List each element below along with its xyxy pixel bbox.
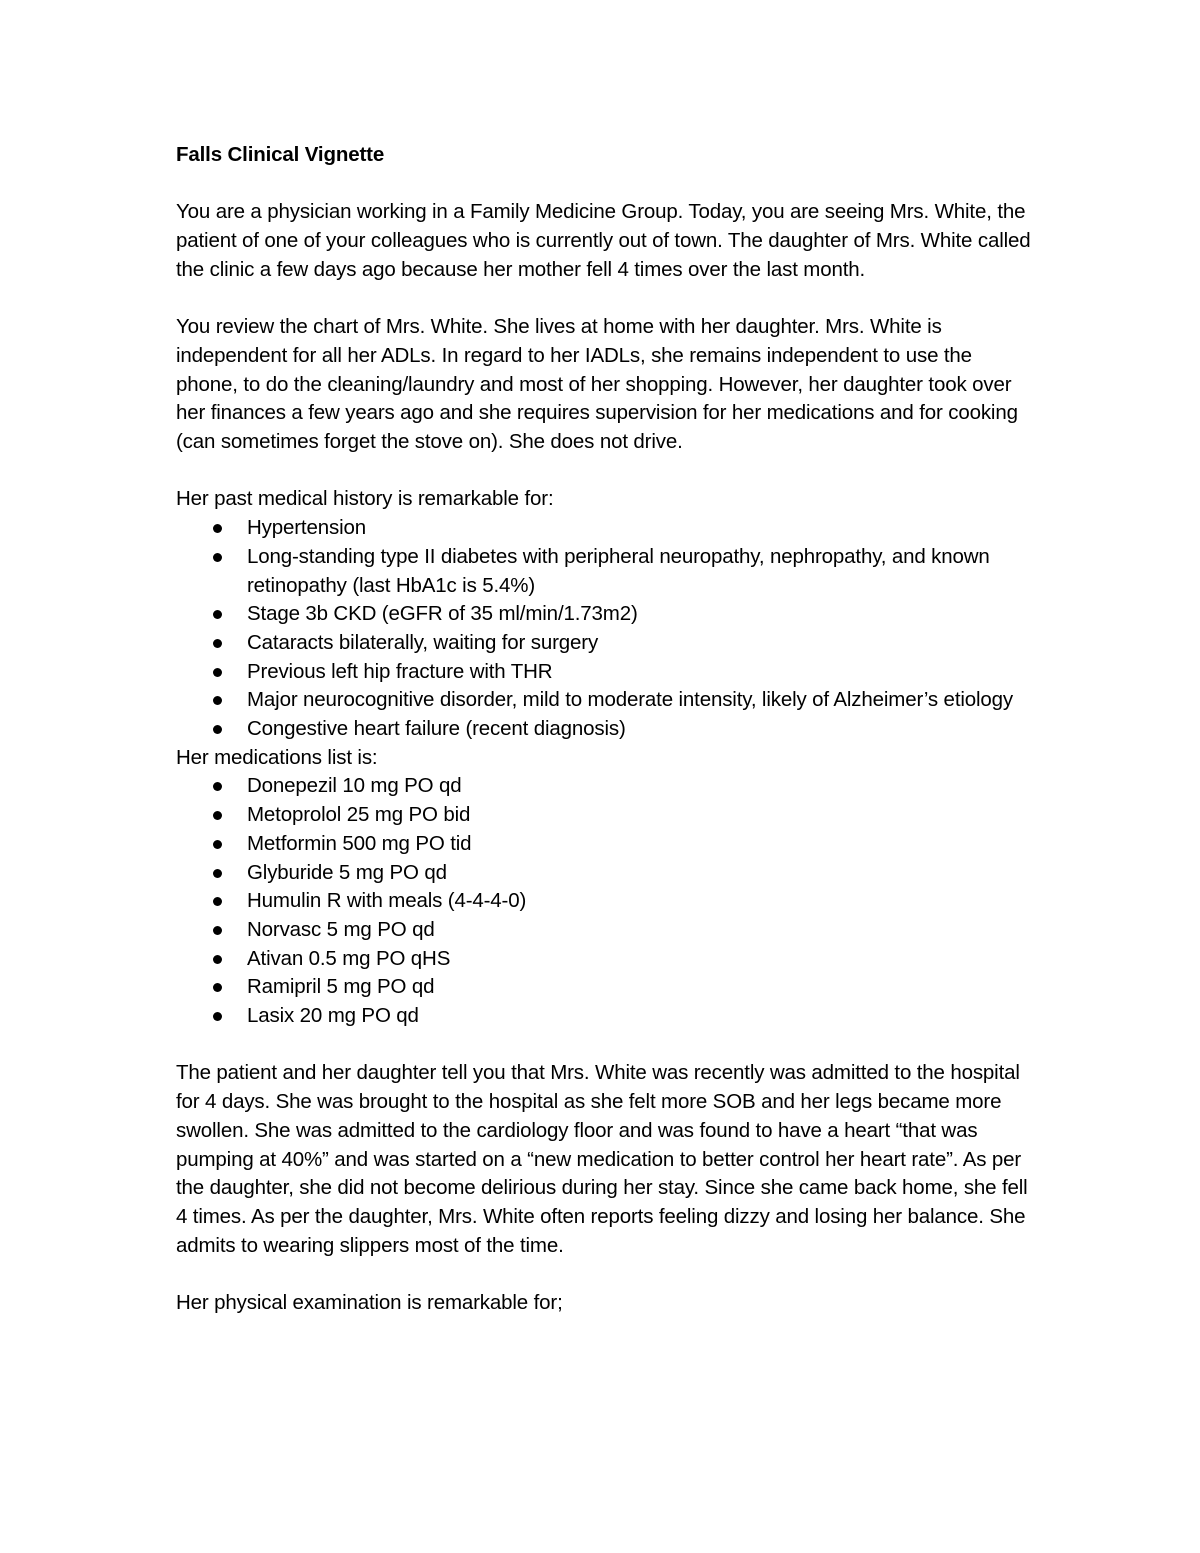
- intro-paragraph: You are a physician working in a Family Medicine Group. Today, you are seeing Mrs. White, the patient of one of your colleagues who is currently out of town. The daughter of Mrs. White called the clinic a few days ago because her mother fell 4 times over the last month.: [176, 200, 1031, 281]
- spacer: [176, 457, 1036, 486]
- list-item-text: Humulin R with meals (4-4-4-0): [247, 889, 527, 913]
- list-item: [176, 772, 1036, 801]
- spacer: [176, 285, 1036, 314]
- spacer: [176, 1260, 1036, 1289]
- medications-intro: Her medications list is:: [176, 745, 378, 769]
- list-item-text: Long-standing type II diabetes with peripheral neuropathy, nephropathy, and known retinopathy (last HbA1c is 5.4%): [247, 544, 990, 597]
- list-item: [176, 686, 1036, 715]
- list-item-text: Lasix 20 mg PO qd: [247, 1004, 419, 1028]
- bullet-icon: [213, 869, 222, 878]
- list-item-text: Metformin 500 mg PO tid: [247, 831, 472, 855]
- list-item-text: Glyburide 5 mg PO qd: [247, 860, 447, 884]
- bullet-icon: [213, 955, 222, 964]
- bullet-icon: [213, 610, 222, 619]
- bullet-icon: [213, 725, 222, 734]
- bullet-icon: [213, 668, 222, 677]
- hospitalization-paragraph: The patient and her daughter tell you that Mrs. White was recently was admitted to the hospital for 4 days. She was brought to the hospital as she felt more SOB and her legs became more swollen. She was admitted to the cardiology floor and was found to have a heart “that was pumping at 40%” and was started on a “new medication to better control her heart rate”. As per the daughter, she did not become delirious during her stay. Since she came back home, she fell 4 times. As per the daughter, Mrs. White often reports feeling dizzy and losing her balance. She admits to wearing slippers most of the time.: [176, 1061, 1028, 1257]
- bullet-icon: [213, 897, 222, 906]
- list-item: [176, 859, 1036, 888]
- bullet-icon: [213, 811, 222, 820]
- bullet-icon: [213, 1012, 222, 1021]
- list-item: [176, 629, 1036, 658]
- medical-history-list: [176, 514, 1036, 744]
- bullet-icon: [213, 983, 222, 992]
- list-item-text: Previous left hip fracture with THR: [247, 659, 553, 683]
- list-item-text: Norvasc 5 mg PO qd: [247, 917, 435, 941]
- list-item: [176, 801, 1036, 830]
- list-item: [176, 514, 1036, 543]
- bullet-icon: [213, 524, 222, 533]
- spacer: [176, 170, 1036, 199]
- list-item-text: Donepezil 10 mg PO qd: [247, 774, 462, 798]
- list-item: [176, 658, 1036, 687]
- list-item: [176, 973, 1036, 1002]
- bullet-icon: [213, 553, 222, 562]
- document-page: [176, 141, 1036, 1318]
- list-item: [176, 830, 1036, 859]
- document-title: Falls Clinical Vignette: [176, 143, 385, 166]
- list-item: [176, 543, 1036, 600]
- history-intro: Her past medical history is remarkable for:: [176, 487, 554, 511]
- list-item-text: Metoprolol 25 mg PO bid: [247, 803, 471, 827]
- list-item: [176, 887, 1036, 916]
- medications-list: [176, 772, 1036, 1030]
- list-item-text: Congestive heart failure (recent diagnosis): [247, 717, 626, 741]
- list-item: [176, 945, 1036, 974]
- list-item: [176, 600, 1036, 629]
- bullet-icon: [213, 926, 222, 935]
- list-item-text: Ativan 0.5 mg PO qHS: [247, 946, 451, 970]
- list-item-text: Hypertension: [247, 516, 366, 540]
- list-item-text: Stage 3b CKD (eGFR of 35 ml/min/1.73m2): [247, 602, 638, 626]
- list-item-text: Ramipril 5 mg PO qd: [247, 975, 435, 999]
- list-item-text: Major neurocognitive disorder, mild to moderate intensity, likely of Alzheimer’s etiology: [247, 688, 1014, 712]
- list-item: [176, 1002, 1036, 1031]
- bullet-icon: [213, 696, 222, 705]
- bullet-icon: [213, 639, 222, 648]
- bullet-icon: [213, 782, 222, 791]
- exam-intro: Her physical examination is remarkable for;: [176, 1291, 563, 1315]
- list-item: [176, 715, 1036, 744]
- list-item: [176, 916, 1036, 945]
- chart-review-paragraph: You review the chart of Mrs. White. She lives at home with her daughter. Mrs. White is independent for all her ADLs. In regard to her IADLs, she remains independent to use the phone, to do the cleaning/laundry and most of her shopping. However, her daughter took over her finances a few years ago and she requires supervision for her medications and for cooking (can sometimes forget the stove on). She does not drive.: [176, 315, 1018, 453]
- spacer: [176, 1031, 1036, 1060]
- bullet-icon: [213, 840, 222, 849]
- list-item-text: Cataracts bilaterally, waiting for surgery: [247, 630, 599, 654]
